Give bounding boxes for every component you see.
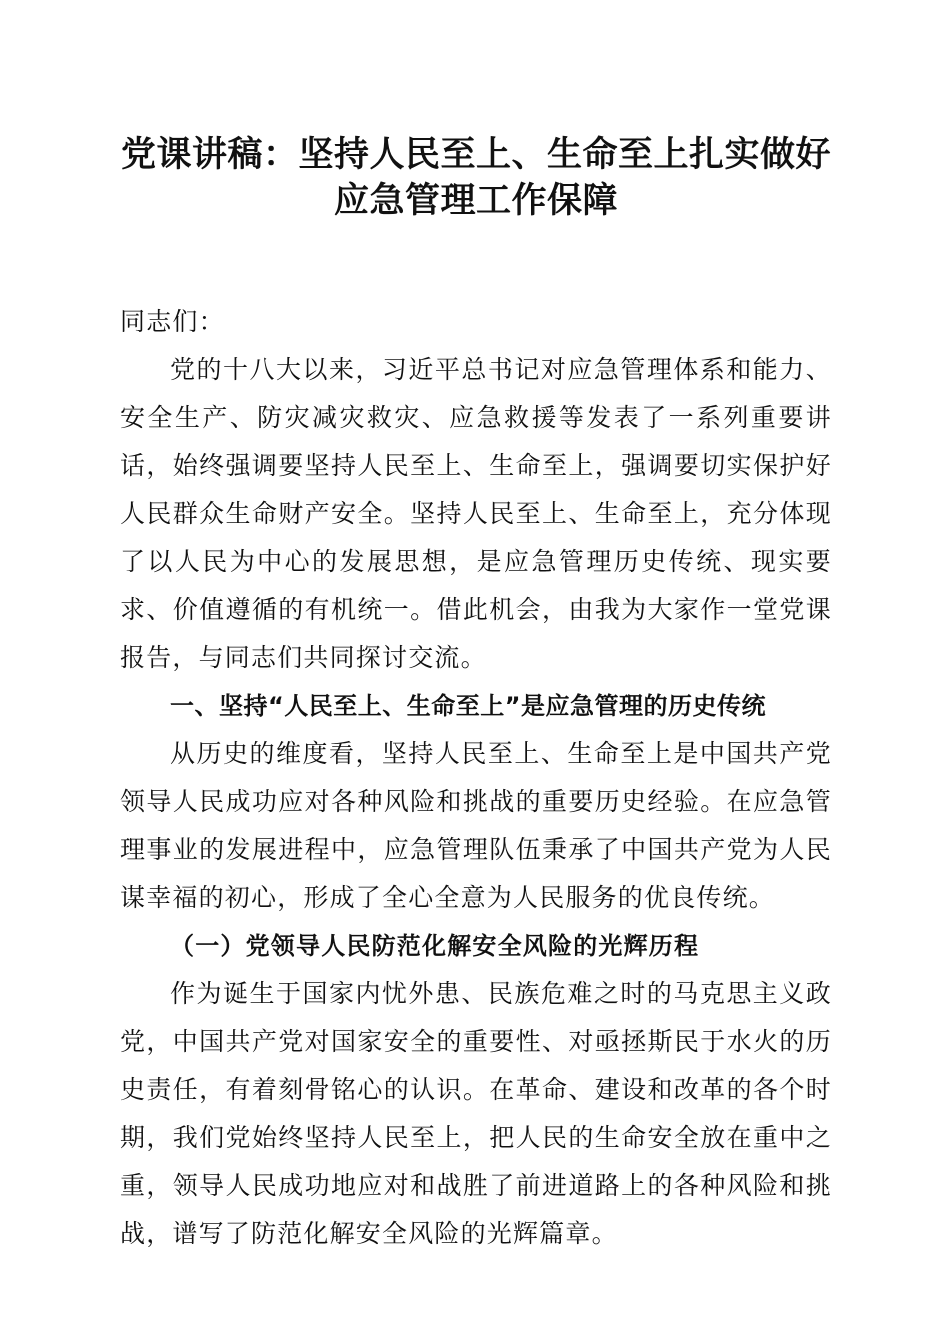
subsection-1-heading: （一）党领导人民防范化解安全风险的光辉历程 [170, 931, 700, 960]
subsection-1-paragraph: 作为诞生于国家内忧外患、民族危难之时的马克思主义政党，中国共产党对国家安全的重要性、对亟拯斯民于水火的历史责任，有着刻骨铭心的认识。在革命、建设和改革的各个时期，我们党始终坚持人民至上，把人民的生命安全放在重中之重，领导人民成功地应对和战胜了前进道路上的各种风险和挑战，谱写了防范化解安全风险的光辉篇章。 [120, 979, 832, 1248]
document-body [120, 298, 832, 1258]
document-page [120, 132, 832, 1258]
document-title [120, 132, 832, 224]
section-1-paragraph: 从历史的维度看，坚持人民至上、生命至上是中国共产党领导人民成功应对各种风险和挑战的重要历史经验。在应急管理事业的发展进程中，应急管理队伍秉承了中国共产党为人民谋幸福的初心，形成了全心全意为人民服务的优良传统。 [120, 739, 832, 912]
title-line-1: 党课讲稿：坚持人民至上、生命至上扎实做好 [120, 135, 831, 175]
section-1-heading: 一、坚持“人民至上、生命至上”是应急管理的历史传统 [170, 692, 767, 720]
title-line-2: 应急管理工作保障 [333, 181, 618, 221]
intro-paragraph: 党的十八大以来，习近平总书记对应急管理体系和能力、安全生产、防灾减灾救灾、应急救援等发表了一系列重要讲话，始终强调要坚持人民至上、生命至上，强调要切实保护好人民群众生命财产安全。坚持人民至上、生命至上，充分体现了以人民为中心的发展思想，是应急管理历史传统、现实要求、价值遵循的有机统一。借此机会，由我为大家作一堂党课报告，与同志们共同探讨交流。 [120, 355, 832, 672]
salutation: 同志们： [120, 307, 225, 336]
